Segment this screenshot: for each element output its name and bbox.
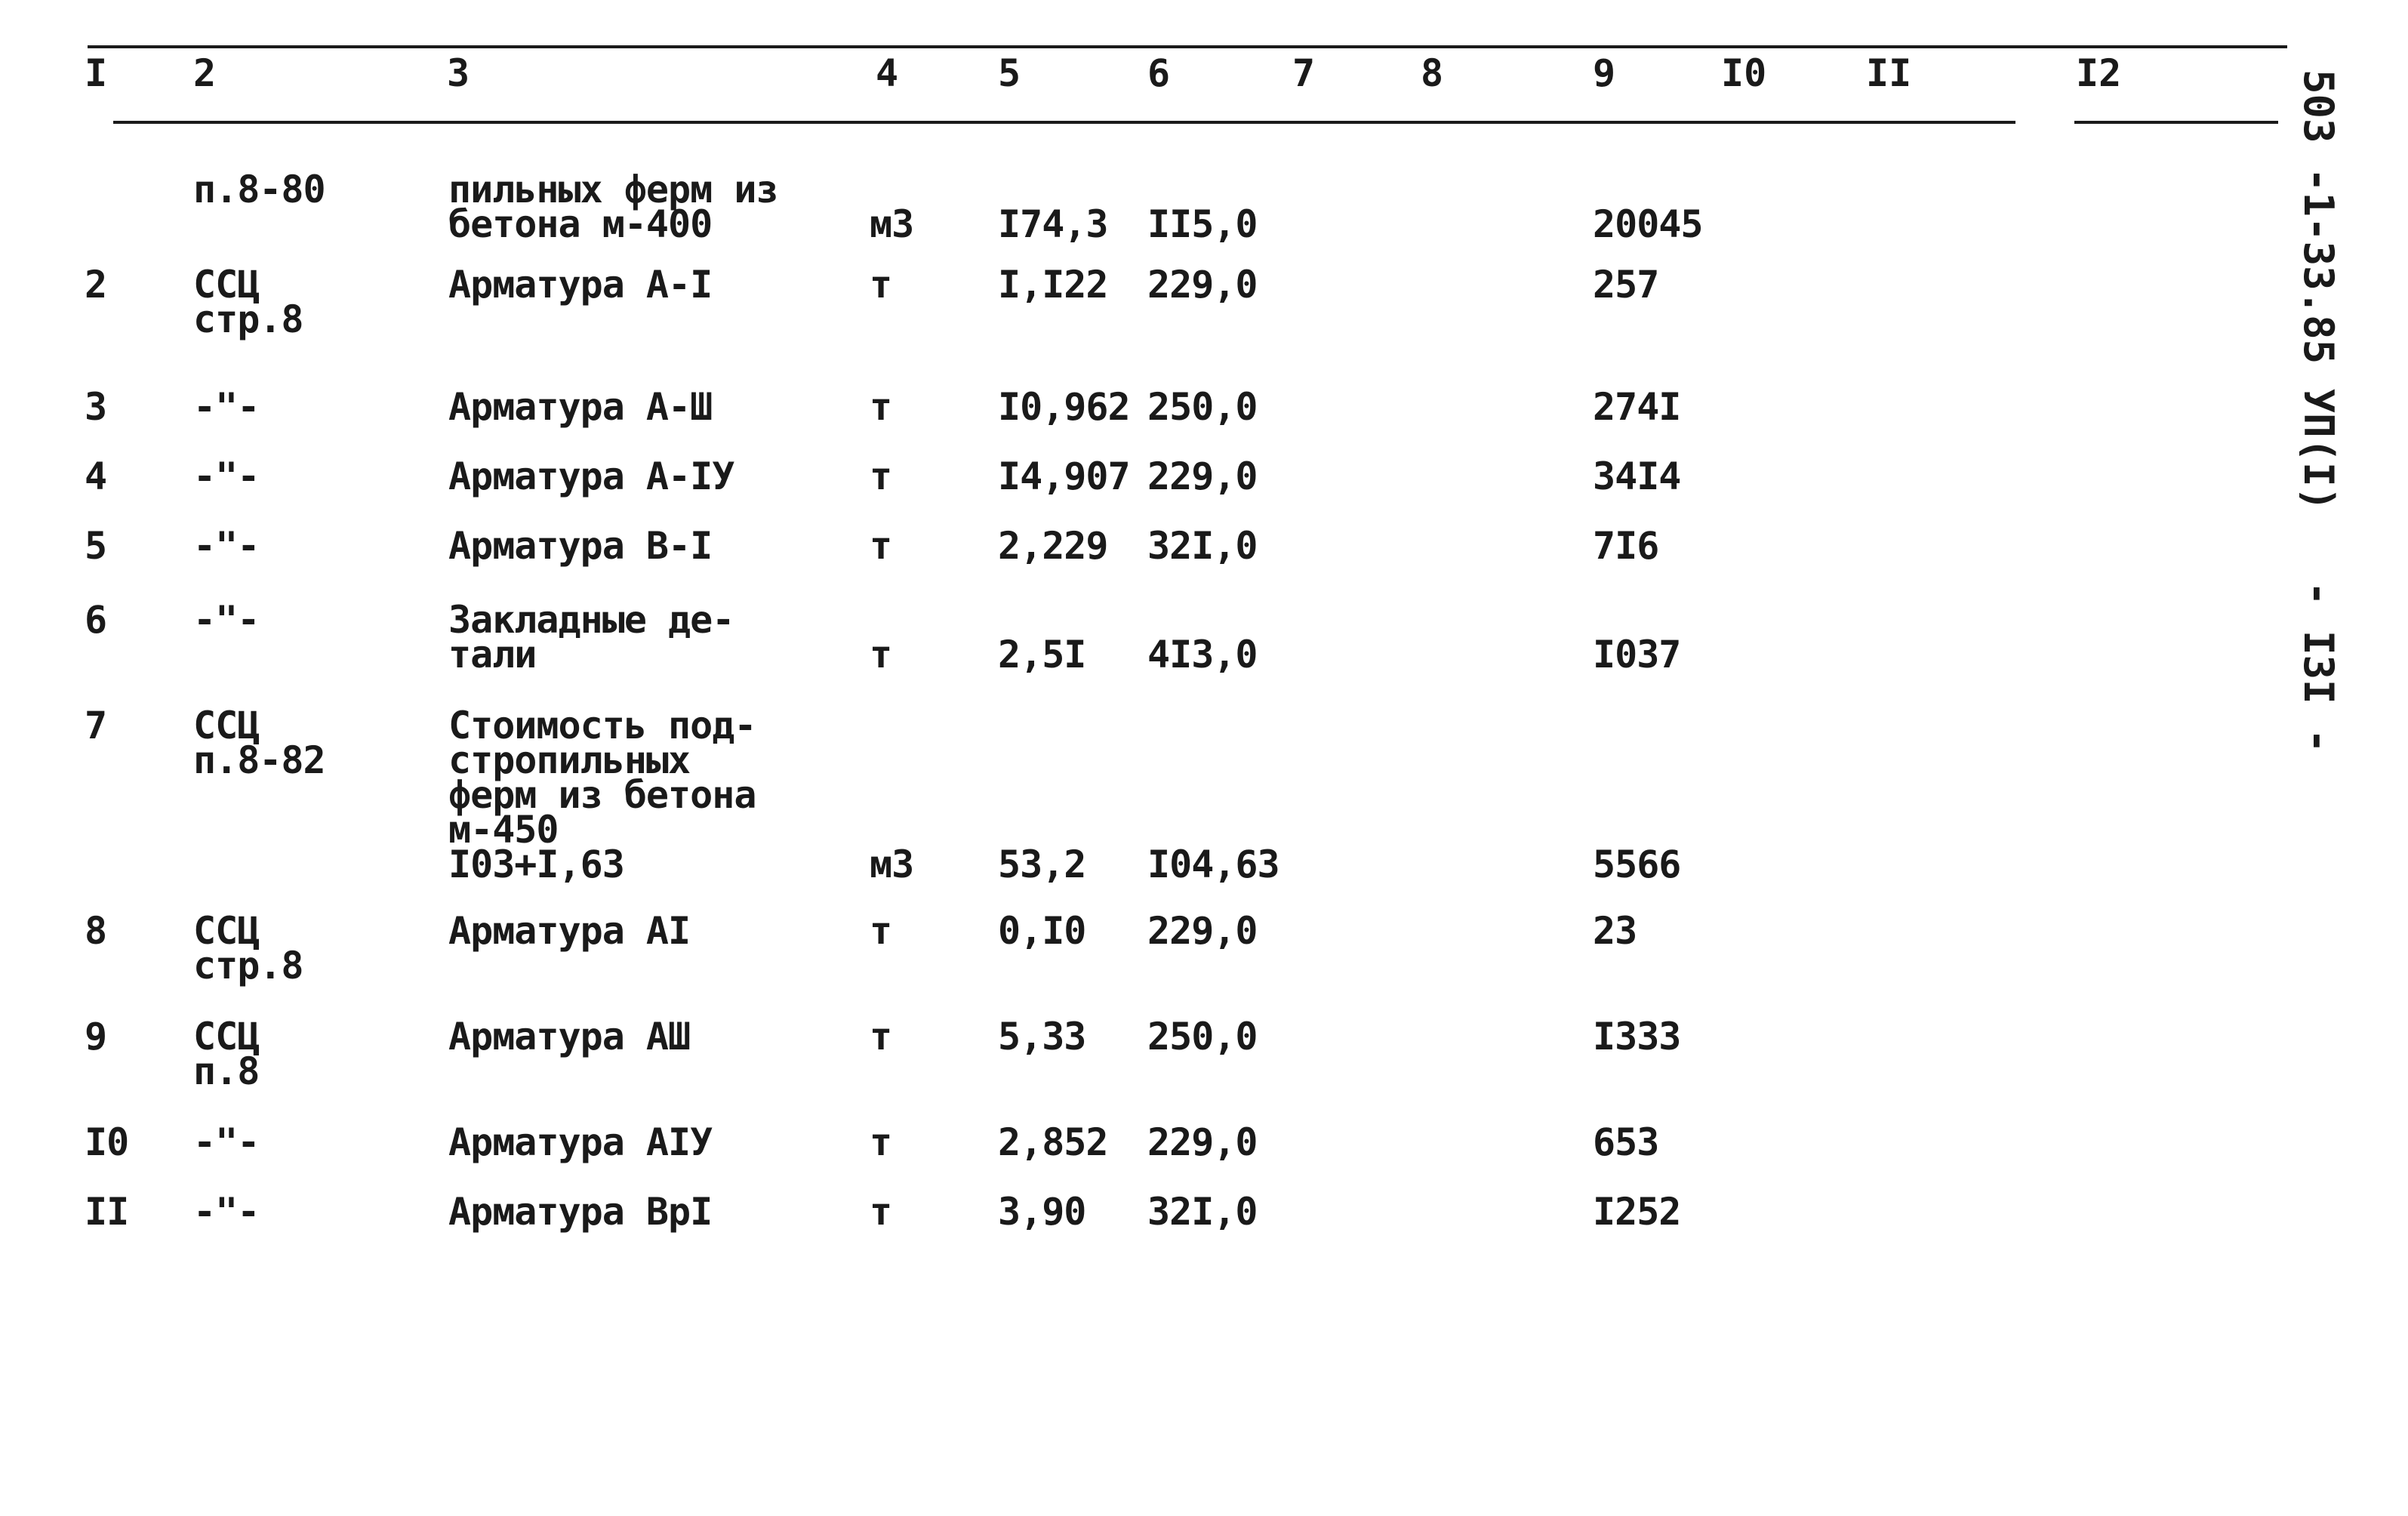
cell-c2-row-3: -"- — [193, 385, 260, 429]
top-rule — [88, 45, 2287, 48]
cell-c1-row-3: 3 — [85, 385, 107, 429]
cell-c9-row-1: 20045 — [1593, 202, 1703, 246]
cell-c2-row-9: ССЦ п.8 — [193, 1015, 260, 1093]
col-header-10: I0 — [1721, 51, 1767, 95]
cell-c3-row-1: пильных ферм из бетона м-400 — [448, 168, 778, 246]
cell-c5-row-8: 0,I0 — [998, 909, 1086, 953]
cell-c9-row-3: 274I — [1593, 385, 1681, 429]
cell-c3-row-2: Арматура А-I — [448, 263, 713, 307]
cell-c3-row-3: Арматура А-Ш — [448, 385, 713, 429]
cell-c3-row-10: Арматура АIУ — [448, 1120, 713, 1164]
cell-c3-row-5: Арматура В-I — [448, 524, 713, 568]
cell-c4-row-3: т — [870, 385, 892, 429]
cell-c5-row-9: 5,33 — [998, 1015, 1086, 1058]
cell-c9-row-6: I037 — [1593, 633, 1681, 676]
cell-c3-row-8: Арматура АI — [448, 909, 691, 953]
col-header-8: 8 — [1421, 51, 1444, 95]
cell-c4-row-9: т — [870, 1015, 892, 1058]
cell-c9-row-4: 34I4 — [1593, 454, 1681, 498]
cell-c5-row-6: 2,5I — [998, 633, 1086, 676]
col-header-2: 2 — [193, 51, 217, 95]
cell-c6-row-3: 250,0 — [1147, 385, 1258, 429]
cell-c6-row-7: I04,63 — [1147, 843, 1279, 886]
col-header-11: II — [1866, 51, 1912, 95]
cell-c4-row-8: т — [870, 909, 892, 953]
cell-c9-row-11: I252 — [1593, 1190, 1681, 1234]
document-code: 503 -1-33.85 УП(I) — [2295, 69, 2342, 512]
cell-c3-row-11: Арматура ВрI — [448, 1190, 713, 1234]
cell-c1-row-6: 6 — [85, 598, 107, 642]
cell-c2-row-1: п.8-80 — [193, 168, 325, 211]
cell-c6-row-9: 250,0 — [1147, 1015, 1258, 1058]
cell-c2-row-6: -"- — [193, 598, 260, 642]
cell-c6-row-6: 4I3,0 — [1147, 633, 1258, 676]
col-header-1: I — [85, 51, 108, 95]
col-header-5: 5 — [998, 51, 1021, 95]
col-header-4: 4 — [876, 51, 899, 95]
cell-c2-row-2: ССЦ стр.8 — [193, 263, 303, 341]
col-header-3: 3 — [447, 51, 470, 95]
cell-c9-row-8: 23 — [1593, 909, 1637, 953]
cell-c4-row-1: м3 — [870, 202, 914, 246]
cell-c6-row-2: 229,0 — [1147, 263, 1258, 307]
cell-c3-row-4: Арматура А-IУ — [448, 454, 734, 498]
header-rule — [113, 121, 2015, 124]
cell-c5-row-4: I4,907 — [998, 454, 1130, 498]
cell-c3-row-7: Стоимость под- стропильных ферм из бетона м-450 I03+I,63 — [448, 704, 756, 886]
cell-c3-row-6: Закладные де- тали — [448, 598, 734, 676]
cell-c5-row-2: I,I22 — [998, 263, 1108, 307]
cell-c2-row-5: -"- — [193, 524, 260, 568]
cell-c1-row-5: 5 — [85, 524, 107, 568]
cell-c2-row-7: ССЦ п.8-82 — [193, 704, 325, 782]
cell-c4-row-5: т — [870, 524, 892, 568]
cell-c9-row-2: 257 — [1593, 263, 1659, 307]
cell-c6-row-10: 229,0 — [1147, 1120, 1258, 1164]
col-header-9: 9 — [1593, 51, 1616, 95]
cell-c4-row-7: м3 — [870, 843, 914, 886]
col-header-6: 6 — [1147, 51, 1171, 95]
cell-c9-row-5: 7I6 — [1593, 524, 1659, 568]
cell-c5-row-1: I74,3 — [998, 202, 1108, 246]
cell-c6-row-4: 229,0 — [1147, 454, 1258, 498]
cell-c3-row-9: Арматура АШ — [448, 1015, 691, 1058]
cell-c1-row-8: 8 — [85, 909, 107, 953]
cell-c1-row-9: 9 — [85, 1015, 107, 1058]
col-header-7: 7 — [1292, 51, 1316, 95]
cell-c1-row-11: II — [85, 1190, 129, 1234]
page-number: - I3I - — [2295, 581, 2342, 753]
header-rule-right — [2074, 121, 2278, 124]
cell-c1-row-2: 2 — [85, 263, 107, 307]
cell-c5-row-5: 2,229 — [998, 524, 1108, 568]
cell-c4-row-2: т — [870, 263, 892, 307]
cell-c1-row-7: 7 — [85, 704, 107, 747]
cell-c6-row-5: 32I,0 — [1147, 524, 1258, 568]
cell-c9-row-7: 5566 — [1593, 843, 1681, 886]
cell-c4-row-11: т — [870, 1190, 892, 1234]
cell-c4-row-10: т — [870, 1120, 892, 1164]
cell-c6-row-8: 229,0 — [1147, 909, 1258, 953]
cell-c9-row-9: I333 — [1593, 1015, 1681, 1058]
cell-c2-row-8: ССЦ стр.8 — [193, 909, 303, 988]
cell-c4-row-6: т — [870, 633, 892, 676]
cell-c4-row-4: т — [870, 454, 892, 498]
cell-c2-row-10: -"- — [193, 1120, 260, 1164]
cell-c9-row-10: 653 — [1593, 1120, 1659, 1164]
cell-c1-row-10: I0 — [85, 1120, 129, 1164]
cell-c1-row-4: 4 — [85, 454, 107, 498]
cell-c5-row-7: 53,2 — [998, 843, 1086, 886]
cell-c5-row-3: I0,962 — [998, 385, 1130, 429]
cell-c6-row-1: II5,0 — [1147, 202, 1258, 246]
cell-c2-row-4: -"- — [193, 454, 260, 498]
cell-c5-row-11: 3,90 — [998, 1190, 1086, 1234]
cell-c6-row-11: 32I,0 — [1147, 1190, 1258, 1234]
col-header-12: I2 — [2076, 51, 2122, 95]
cell-c5-row-10: 2,852 — [998, 1120, 1108, 1164]
cell-c2-row-11: -"- — [193, 1190, 260, 1234]
